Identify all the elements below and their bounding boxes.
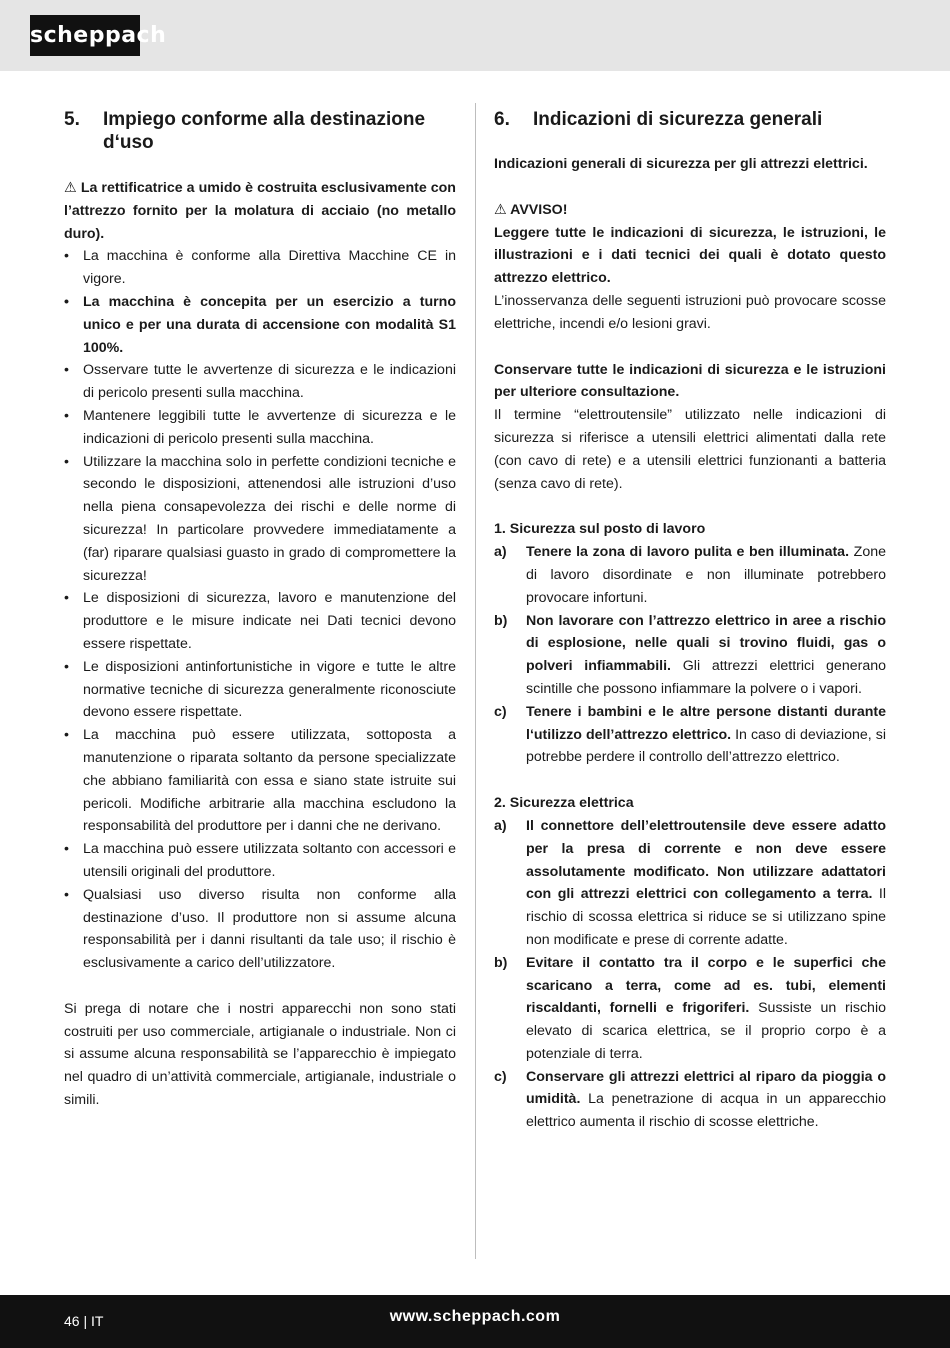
- intro-warning: ⚠ La rettificatrice a umido è costruita esclusivamente con l’attrezzo fornito per la molatura di acciaio (no metallo duro).: [64, 180, 456, 242]
- scheppach-logo: scheppach: [30, 15, 140, 56]
- website-url: www.scheppach.com: [389, 1308, 561, 1325]
- list-item: b) Non lavorare con l’attrezzo elettrico in aree a rischio di esplosione, nelle quali si trovino fluidi, gas o polveri infiammabili. Gli attrezzi elettrici generano scintille che possono infiammare la polvere o i vapori.: [494, 612, 886, 697]
- page-number: 46 | IT: [64, 1313, 104, 1329]
- list-item: c) Conservare gli attrezzi elettrici al riparo da pioggia o umidità. La penetrazione di acqua in un apparecchio elettrico aumenta il rischio di scosse elettriche.: [494, 1068, 886, 1131]
- subsection-2-title: 2. Sicurezza elettrica: [494, 795, 634, 812]
- electrical-safety-list: [494, 815, 886, 1134]
- section-6-heading: 6. Indicazioni di sicurezza generali: [494, 109, 823, 130]
- list-item: • La macchina può essere utilizzata soltanto con accessori e utensili originali del produttore.: [64, 838, 456, 884]
- warning-label: ⚠ AVVISO!: [494, 201, 568, 218]
- list-item: • Le disposizioni antinfortunistiche in vigore e tutte le altre normative tecniche di sicurezza generalmente riconosciute devono essere rispettate.: [64, 656, 456, 724]
- general-intro: Indicazioni generali di sicurezza per gli attrezzi elettrici.: [494, 156, 868, 172]
- warning-text: L’inosservanza delle seguenti istruzioni può provocare scosse elettriche, incendi e/o lesioni gravi.: [494, 292, 886, 332]
- subsection-1-title: 1. Sicurezza sul posto di lavoro: [494, 521, 706, 538]
- keep-instructions-text: Il termine “elettroutensile” utilizzato nelle indicazioni di sicurezza si riferisce a utensili elettrici alimentati dalla rete (con cavo di rete) e a utensili elettrici funzionanti a batteria (senza cavo di rete).: [494, 407, 886, 492]
- workplace-safety-list: [494, 541, 886, 769]
- keep-instructions-bold: Conservare tutte le indicazioni di sicurezza e le istruzioni per ulteriore consultazione.: [494, 361, 886, 401]
- list-item: c) Tenere i bambini e le altre persone distanti durante l‘utilizzo dell’attrezzo elettrico. In caso di deviazione, si potrebbe perdere il controllo dell’attrezzo elettrico.: [494, 703, 886, 766]
- list-item: • Mantenere leggibili tutte le avvertenze di sicurezza e le indicazioni di pericolo presenti sulla macchina.: [64, 405, 456, 451]
- list-item: a) Tenere la zona di lavoro pulita e ben illuminata. Zone di lavoro disordinate e non illuminate potrebbero provocare infortuni.: [494, 544, 886, 606]
- list-item: • Le disposizioni di sicurezza, lavoro e manutenzione del produttore e le misure indicate nei Dati tecnici devono essere rispettate.: [64, 587, 456, 655]
- list-item: a) Il connettore dell’elettroutensile deve essere adatto per la presa di corrente e non deve essere assolutamente modificato. Non utilizzare adattatori con gli attrezzi elettrici con collegamento a terra. Il rischio di scossa elettrica si riduce se si utilizzano spine non modificate e prese di corrente adatte.: [494, 817, 886, 948]
- list-item: • Qualsiasi uso diverso risulta non conforme alla destinazione d’uso. Il produttore non si assume alcuna responsabilità per i danni risultanti da tale uso; il rischio è esclusivamente a carico dell’utilizzatore.: [64, 884, 456, 975]
- list-item: • La macchina può essere utilizzata, sottoposta a manutenzione o riparata soltanto da persone specializzate che abbiano familiarità con essa e siano state istruite sui pericoli. Modifiche arbitrarie alla macchina escludono la responsabilità del produttore per i danni che ne derivano.: [64, 724, 456, 838]
- footer-bar: [0, 1295, 950, 1348]
- list-item: • La macchina è conforme alla Direttiva Macchine CE in vigore.: [64, 245, 456, 291]
- warning-icon: ⚠: [494, 201, 507, 218]
- list-item: b) Evitare il contatto tra il corpo e le superfici che scaricano a terra, come ad es. tubi, elementi riscaldanti, fornelli e frigoriferi. Sussiste un rischio elevato di scarica elettrica, se il proprio corpo è a potenziale di terra.: [494, 954, 886, 1062]
- list-item: • La macchina è concepita per un esercizio a turno unico e per una durata di accensione con modalità S1 100%.: [64, 291, 456, 359]
- usage-bullet-list: [64, 245, 456, 975]
- header-bar: [0, 0, 950, 71]
- warning-bold-text: Leggere tutte le indicazioni di sicurezza, le istruzioni, le illustrazioni e i dati tecnici dei quali è dotato questo attrezzo elettrico.: [494, 224, 886, 287]
- warning-icon: ⚠: [64, 180, 77, 196]
- section-5-heading: 5. Impiego conforme alla destinazione d‘uso: [64, 109, 426, 153]
- right-column: [494, 108, 886, 1134]
- list-item: • Osservare tutte le avvertenze di sicurezza e le indicazioni di pericolo presenti sulla macchina.: [64, 359, 456, 405]
- left-column: [64, 108, 456, 1112]
- list-item: • Utilizzare la macchina solo in perfette condizioni tecniche e secondo le disposizioni, attenendosi alle istruzioni d’uso nella piena consapevolezza dei rischi e delle norme di sicurezza! In particolare provvedere immediatamente a (far) riparare qualsiasi guasto in grado di compromettere la sicurezza!: [64, 451, 456, 588]
- column-divider: [475, 103, 476, 1259]
- closing-paragraph: Si prega di notare che i nostri apparecchi non sono stati costruiti per uso commerciale, artigianale o industriale. Non ci si assume alcuna responsabilità se l’apparecchio è impiegato nel quadro di un’attività commerciale, artigianale, industriale o simili.: [64, 1000, 456, 1109]
